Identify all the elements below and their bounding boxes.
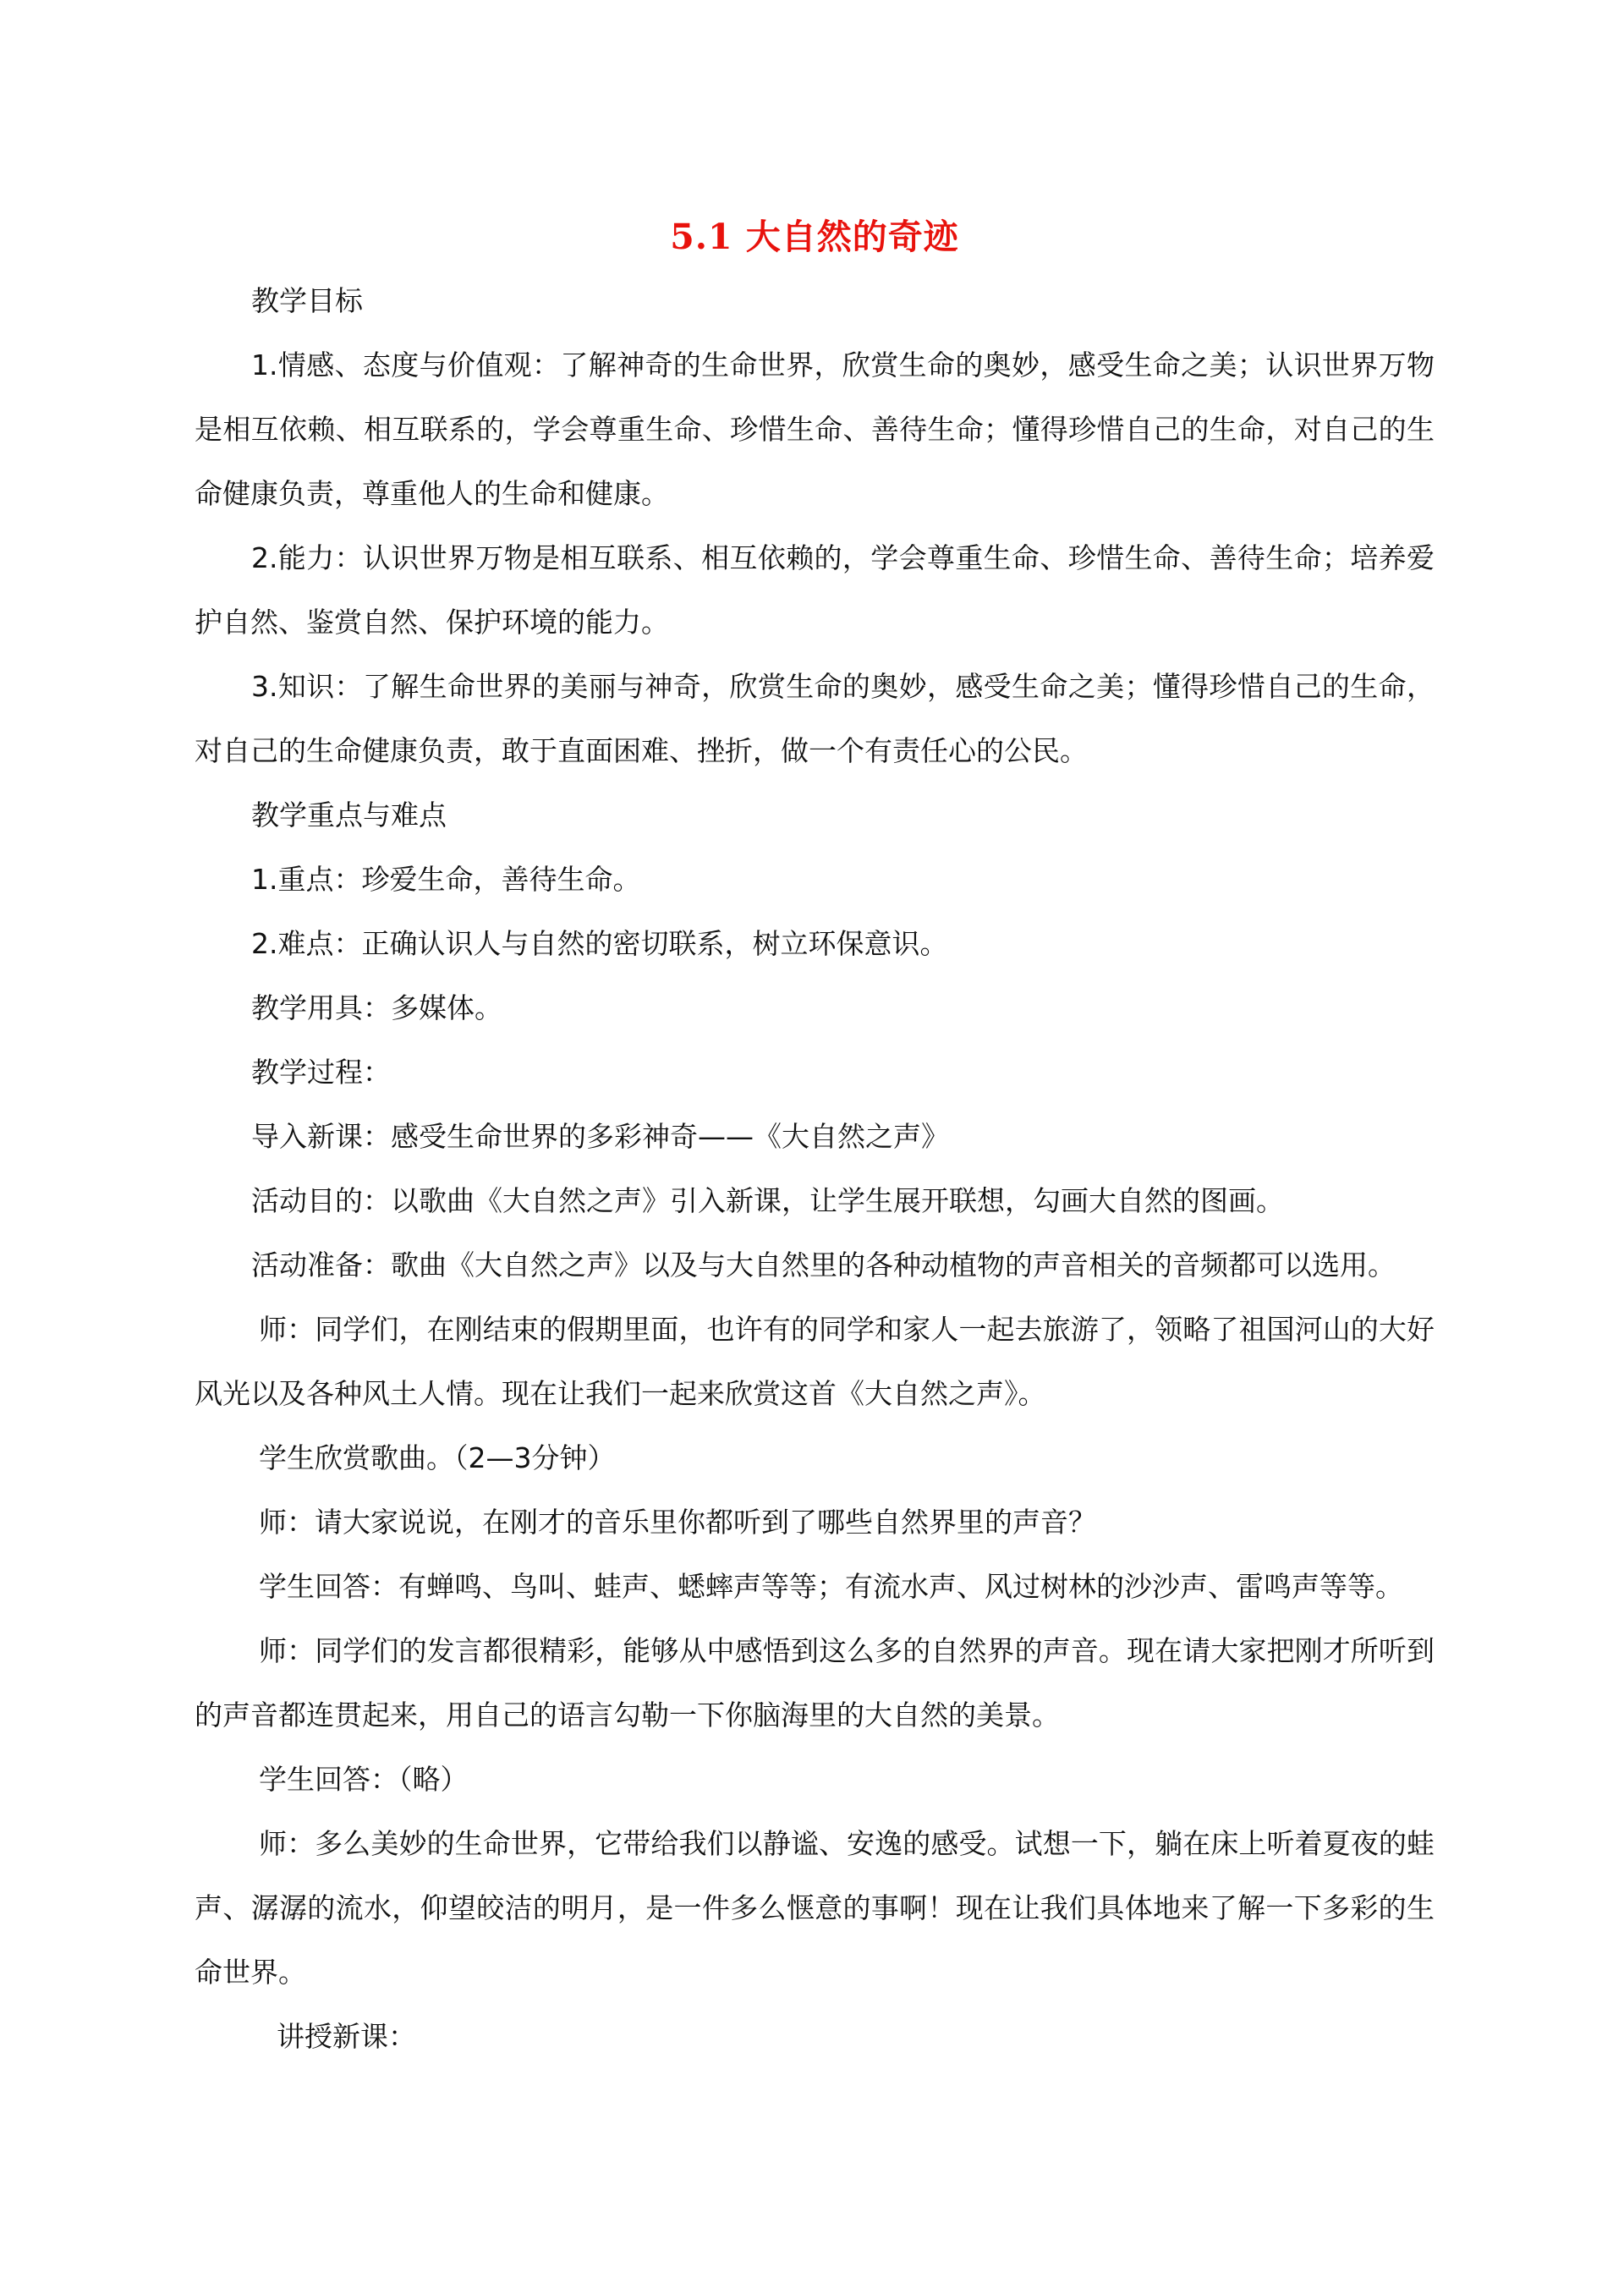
- teacher-paragraph-4: 师：多么美妙的生命世界，它带给我们以静谧、安逸的感受。试想一下，躺在床上听着夏夜的蛙声、潺潺的流水，仰望皎洁的明月，是一件多么惬意的事啊！现在让我们具体地来了解一下多彩的生命世界。: [195, 1827, 1435, 1989]
- goal-3-paragraph: 3.知识：了解生命世界的美丽与神奇，欣赏生命的奥妙，感受生命之美；懂得珍惜自己的生命，对自己的生命健康负责，敢于直面困难、挫折，做一个有责任心的公民。: [195, 670, 1435, 767]
- teaching-tools: 教学用具：多媒体。: [251, 991, 502, 1024]
- student-paragraph-3: 学生回答：（略）: [259, 1763, 469, 1796]
- intro-line: 导入新课：感受生命世界的多彩神奇——《大自然之声》: [251, 1120, 949, 1153]
- teacher-paragraph-2: 师：请大家说说，在刚才的音乐里你都听到了哪些自然界里的声音？: [259, 1506, 1096, 1539]
- key-point-2: 2.难点：正确认识人与自然的密切联系，树立环保意识。: [251, 927, 948, 960]
- goals-heading: 教学目标: [251, 284, 363, 317]
- student-paragraph-2: 学生回答：有蝉鸣、鸟叫、蛙声、蟋蟀声等等；有流水声、风过树林的沙沙声、雷鸣声等等。: [259, 1570, 1403, 1603]
- teacher-paragraph-3: 师：同学们的发言都很精彩，能够从中感悟到这么多的自然界的声音。现在请大家把刚才所听到的声音都连贯起来，用自己的语言勾勒一下你脑海里的大自然的美景。: [195, 1634, 1435, 1731]
- student-paragraph-1: 学生欣赏歌曲。（2—3分钟）: [259, 1441, 616, 1474]
- activity-preparation: 活动准备：歌曲《大自然之声》以及与大自然里的各种动植物的声音相关的音频都可以选用。: [251, 1249, 1396, 1281]
- key-points-heading: 教学重点与难点: [251, 799, 447, 831]
- goal-1-paragraph: 1.情感、态度与价值观：了解神奇的生命世界，欣赏生命的奥妙，感受生命之美；认识世界万物是相互依赖、相互联系的，学会尊重生命、珍惜生命、善待生命；懂得珍惜自己的生命，对自己的生命健康负责，尊重他人的生命和健康。: [195, 348, 1435, 510]
- new-lesson-heading: 讲授新课：: [277, 2020, 416, 2053]
- goal-2-paragraph: 2.能力：认识世界万物是相互联系、相互依赖的，学会尊重生命、珍惜生命、善待生命；培养爱护自然、鉴赏自然、保护环境的能力。: [195, 541, 1435, 639]
- activity-purpose: 活动目的：以歌曲《大自然之声》引入新课，让学生展开联想，勾画大自然的图画。: [251, 1184, 1284, 1217]
- document-title: 5.1 大自然的奇迹: [670, 217, 959, 257]
- teacher-paragraph-1: 师：同学们，在刚结束的假期里面，也许有的同学和家人一起去旅游了，领略了祖国河山的大好风光以及各种风土人情。现在让我们一起来欣赏这首《大自然之声》。: [195, 1313, 1435, 1410]
- document-page: [195, 211, 1435, 2069]
- process-heading: 教学过程：: [251, 1056, 391, 1089]
- key-point-1: 1.重点：珍爱生命，善待生命。: [251, 863, 641, 896]
